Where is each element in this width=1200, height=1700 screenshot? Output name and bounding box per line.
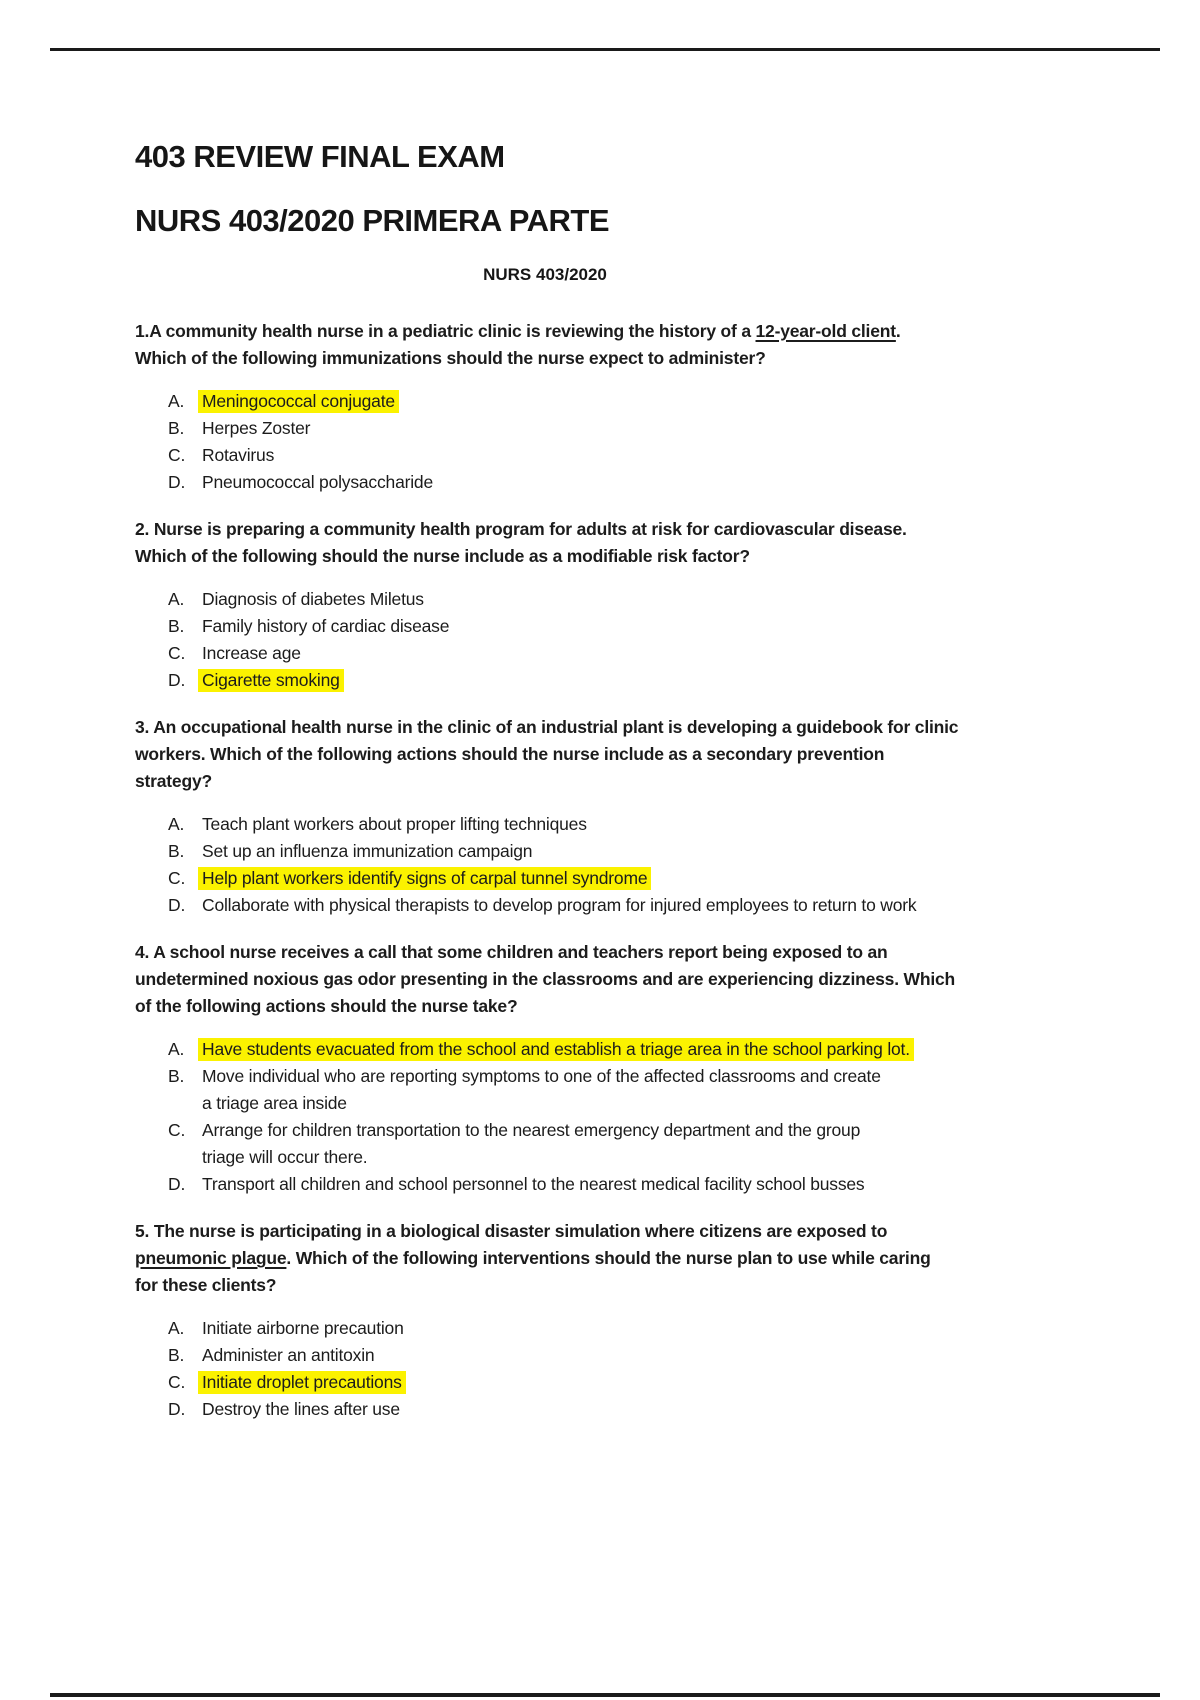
option-text [202, 892, 1125, 919]
option-letter: B. [168, 418, 185, 438]
question-block [135, 714, 1125, 919]
option-letter: C. [168, 643, 186, 663]
options-list [135, 586, 1125, 694]
option-letter: D. [168, 895, 186, 915]
option-line: Destroy the lines after use [202, 1399, 400, 1419]
option-row [168, 1063, 1125, 1117]
option-letter: A. [168, 391, 185, 411]
question-text [135, 516, 1125, 570]
question-text-segment: Which of the following immunizations should the nurse expect to administer? [135, 348, 766, 368]
option-text [202, 388, 1125, 415]
option-letter: B. [168, 841, 185, 861]
question-text [135, 714, 1125, 795]
question-text-segment: Which of the following should the nurse include as a modifiable risk factor? [135, 546, 750, 566]
option-letter: A. [168, 1318, 185, 1338]
option-row [168, 640, 1125, 667]
option-letter: A. [168, 1039, 185, 1059]
question-block [135, 1218, 1125, 1423]
highlight-mark [198, 669, 344, 692]
exam-title: 403 REVIEW FINAL EXAM [135, 139, 505, 174]
option-row [168, 442, 1125, 469]
option-text [202, 586, 1125, 613]
options-list [135, 811, 1125, 919]
option-text [202, 667, 1125, 694]
option-line: Diagnosis of diabetes Miletus [202, 589, 424, 609]
option-letter: D. [168, 1174, 186, 1194]
option-line: Move individual who are reporting symptoms to one of the affected classrooms and create [202, 1066, 881, 1086]
question-text-segment: workers. Which of the following actions should the nurse include as a secondary prevention [135, 744, 885, 764]
option-letter: D. [168, 472, 186, 492]
option-letter: C. [168, 868, 186, 888]
option-row [168, 838, 1125, 865]
option-line: Family history of cardiac disease [202, 616, 450, 636]
option-line: triage will occur there. [202, 1147, 368, 1167]
highlight-mark [198, 1371, 406, 1394]
option-row [168, 586, 1125, 613]
option-row [168, 388, 1125, 415]
option-row [168, 613, 1125, 640]
option-text [202, 613, 1125, 640]
option-text [202, 469, 1125, 496]
option-line: Teach plant workers about proper lifting techniques [202, 814, 587, 834]
option-line: Have students evacuated from the school and establish a triage area in the school parking lot. [202, 1039, 910, 1059]
option-text [202, 1369, 1125, 1396]
highlight-mark [198, 867, 651, 890]
option-row [168, 1342, 1125, 1369]
option-row [168, 811, 1125, 838]
option-text [202, 1171, 1125, 1198]
option-text [202, 640, 1125, 667]
question-text [135, 1218, 1125, 1299]
question-text-segment: 2. Nurse is preparing a community health program for adults at risk for cardiovascular disease. [135, 519, 907, 539]
option-text [202, 1063, 1125, 1117]
question-text [135, 318, 1125, 372]
option-letter: C. [168, 445, 186, 465]
question-block [135, 318, 1125, 496]
option-line: Arrange for children transportation to the nearest emergency department and the group [202, 1120, 861, 1140]
highlight-mark [198, 1038, 914, 1061]
option-line: Initiate droplet precautions [202, 1372, 402, 1392]
option-letter: D. [168, 670, 186, 690]
option-row [168, 1396, 1125, 1423]
question-text-segment: 3. An occupational health nurse in the clinic of an industrial plant is developing a guidebook for clinic [135, 717, 959, 737]
option-line: Cigarette smoking [202, 670, 340, 690]
option-row [168, 1369, 1125, 1396]
option-text [202, 865, 1125, 892]
option-row [168, 469, 1125, 496]
question-block [135, 939, 1125, 1198]
option-letter: A. [168, 589, 185, 609]
option-letter: C. [168, 1120, 186, 1140]
question-text-segment: strategy? [135, 771, 212, 791]
option-row [168, 1036, 1125, 1063]
option-text [202, 1342, 1125, 1369]
options-list [135, 1036, 1125, 1198]
option-letter: C. [168, 1372, 186, 1392]
option-row [168, 415, 1125, 442]
exam-subtitle: NURS 403/2020 PRIMERA PARTE [135, 203, 610, 238]
option-text [202, 811, 1125, 838]
option-letter: D. [168, 1399, 186, 1419]
option-text [202, 1315, 1125, 1342]
option-row [168, 667, 1125, 694]
question-text-segment: 4. A school nurse receives a call that some children and teachers report being exposed to an [135, 942, 888, 962]
course-heading: NURS 403/2020 [483, 265, 607, 284]
document-content [135, 0, 1125, 1443]
options-list [135, 388, 1125, 496]
underlined-phrase: pneumonic plague [135, 1248, 287, 1268]
question-text-segment: . Which of the following interventions should the nurse plan to use while caring [286, 1248, 931, 1268]
option-letter: B. [168, 1345, 185, 1365]
option-line: Herpes Zoster [202, 418, 311, 438]
question-text [135, 939, 1125, 1020]
option-line: Rotavirus [202, 445, 275, 465]
option-line: Help plant workers identify signs of carpal tunnel syndrome [202, 868, 648, 888]
option-line: Increase age [202, 643, 301, 663]
option-letter: A. [168, 814, 185, 834]
bottom-horizontal-rule [50, 1693, 1160, 1697]
highlight-mark [198, 390, 399, 413]
option-line: Administer an antitoxin [202, 1345, 375, 1365]
underlined-phrase: 12-year-old client [755, 321, 896, 341]
option-text [202, 1396, 1125, 1423]
option-text [202, 1117, 1125, 1171]
option-line: Meningococcal conjugate [202, 391, 395, 411]
option-line: Initiate airborne precaution [202, 1318, 404, 1338]
option-text [202, 838, 1125, 865]
option-text [202, 1036, 1125, 1063]
questions-section [135, 318, 1125, 1423]
option-line: Set up an influenza immunization campaign [202, 841, 533, 861]
option-line: Collaborate with physical therapists to develop program for injured employees to return to work [202, 895, 917, 915]
option-row [168, 1171, 1125, 1198]
option-letter: B. [168, 616, 185, 636]
question-text-segment: for these clients? [135, 1275, 277, 1295]
question-text-segment: undetermined noxious gas odor presenting in the classrooms and are experiencing dizziness. Which [135, 969, 956, 989]
option-row [168, 865, 1125, 892]
option-line: Pneumococcal polysaccharide [202, 472, 433, 492]
option-row [168, 1117, 1125, 1171]
question-text-segment: . [895, 321, 901, 341]
question-text-segment: 5. The nurse is participating in a biological disaster simulation where citizens are exposed to [135, 1221, 888, 1241]
option-text [202, 415, 1125, 442]
option-row [168, 1315, 1125, 1342]
option-line: Transport all children and school personnel to the nearest medical facility school busses [202, 1174, 865, 1194]
question-text-segment: 1.A community health nurse in a pediatric clinic is reviewing the history of a [135, 321, 756, 341]
option-row [168, 892, 1125, 919]
option-text [202, 442, 1125, 469]
question-block [135, 516, 1125, 694]
option-letter: B. [168, 1066, 185, 1086]
question-text-segment: of the following actions should the nurse take? [135, 996, 518, 1016]
option-line: a triage area inside [202, 1093, 347, 1113]
options-list [135, 1315, 1125, 1423]
